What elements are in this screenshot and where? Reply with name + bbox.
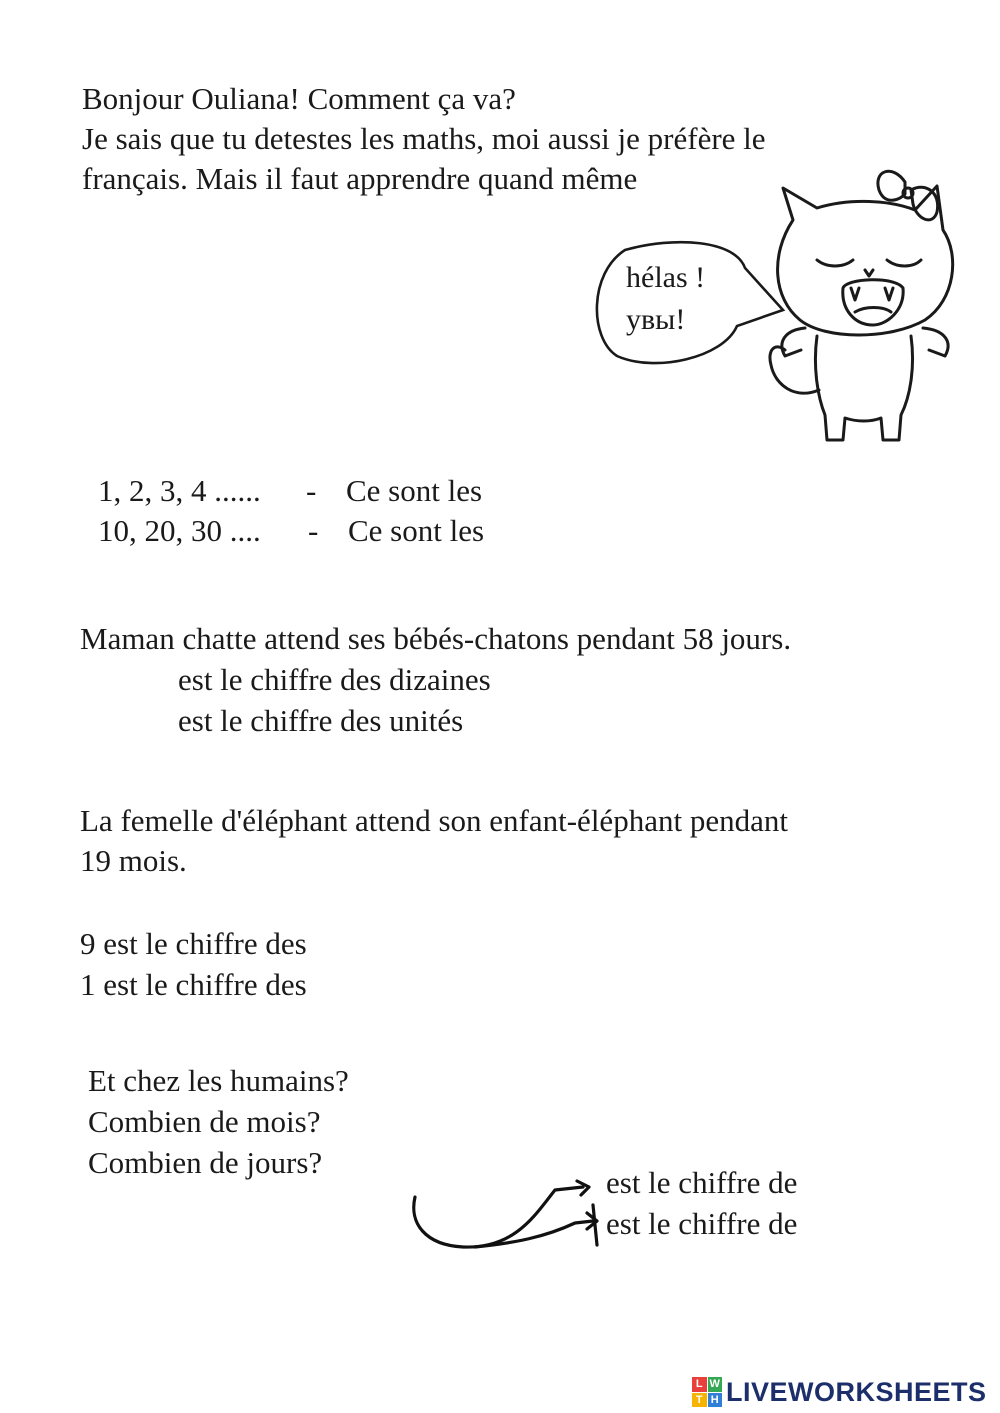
arrows-icon bbox=[405, 1175, 615, 1260]
cat-units-line: est le chiffre des unités bbox=[178, 703, 464, 738]
intro-line-2: Je sais que tu detestes les maths, moi aussi je préfère le bbox=[82, 121, 766, 156]
intro-line-3: français. Mais il faut apprendre quand même bbox=[82, 161, 638, 196]
logo-letter-t: T bbox=[692, 1393, 707, 1408]
cat-tens-line: est le chiffre des dizaines bbox=[178, 662, 491, 697]
sequence-tens-text: Ce sont les bbox=[348, 513, 485, 548]
elephant-sentence-1: La femelle d'éléphant attend son enfant-éléphant pendant bbox=[80, 803, 788, 838]
logo-text: LIVEWORKSHEETS bbox=[726, 1376, 987, 1407]
human-answer-2: est le chiffre de bbox=[606, 1206, 798, 1241]
sequence-units-dash: - bbox=[306, 473, 317, 508]
elephant-nine-line: 9 est le chiffre des bbox=[80, 926, 307, 961]
elephant-sentence-2: 19 mois. bbox=[80, 843, 187, 878]
speech-line-1: hélas ! bbox=[626, 261, 706, 294]
sequence-units-text: Ce sont les bbox=[346, 473, 483, 508]
logo-mark-icon bbox=[692, 1377, 722, 1407]
liveworksheets-logo bbox=[692, 1375, 987, 1409]
logo-letter-w: W bbox=[708, 1377, 723, 1392]
logo-letter-h: H bbox=[708, 1393, 723, 1408]
elephant-one-line: 1 est le chiffre des bbox=[80, 967, 307, 1002]
speech-line-2: увы! bbox=[626, 303, 686, 336]
logo-letter-l: L bbox=[692, 1377, 707, 1392]
human-question-3: Combien de jours? bbox=[88, 1145, 323, 1180]
intro-line-1: Bonjour Ouliana! Comment ça va? bbox=[82, 81, 516, 116]
human-question-2: Combien de mois? bbox=[88, 1104, 321, 1139]
cat-illustration bbox=[755, 160, 985, 445]
sequence-tens-dash: - bbox=[308, 513, 319, 548]
cat-sentence: Maman chatte attend ses bébés-chatons pendant 58 jours. bbox=[80, 621, 792, 656]
sequence-units-numbers: 1, 2, 3, 4 ...... bbox=[98, 473, 261, 508]
human-question-1: Et chez les humains? bbox=[88, 1063, 349, 1098]
human-answer-1: est le chiffre de bbox=[606, 1165, 798, 1200]
sequence-tens-numbers: 10, 20, 30 .... bbox=[98, 513, 261, 548]
